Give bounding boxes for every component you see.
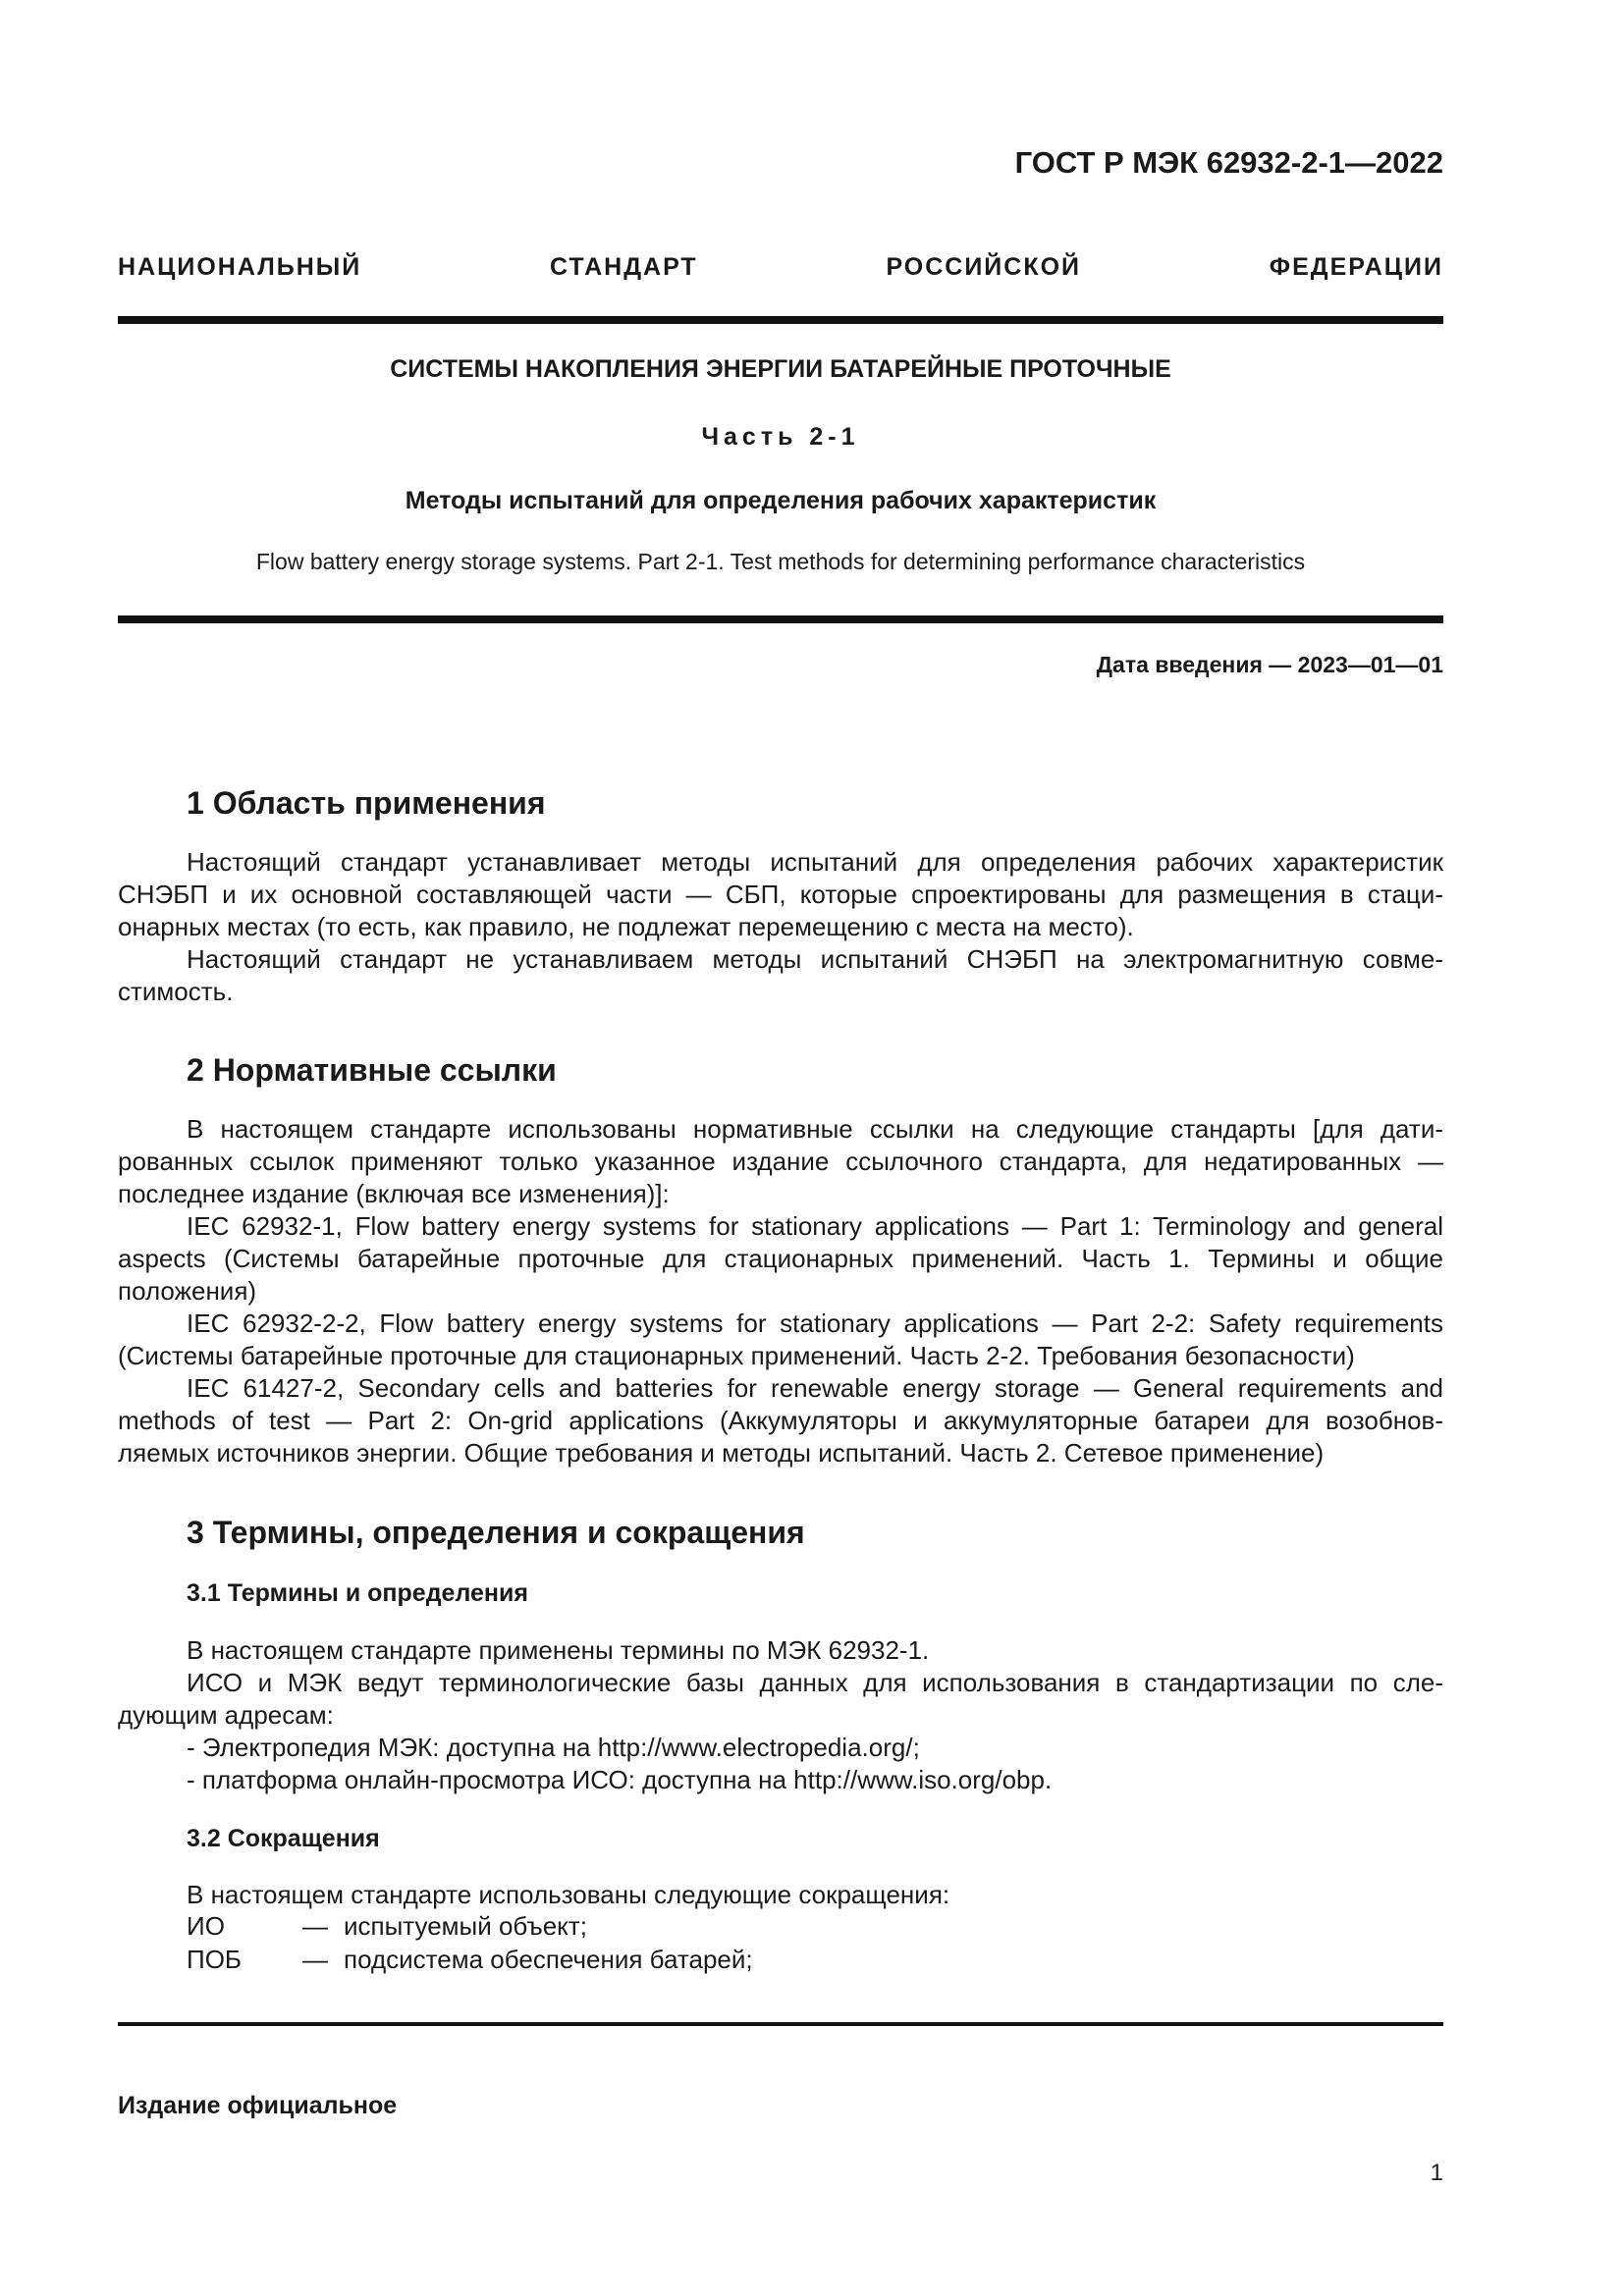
section-1-heading: 1 Область применения (187, 785, 546, 821)
section-3-1-line: дующим адресам: (118, 1700, 334, 1730)
section-1-line: СНЭБП и их основной составляющей части — СБП, которые спроектированы для размещения в стаци- (118, 880, 1443, 909)
standard-title: СИСТЕМЫ НАКОПЛЕНИЯ ЭНЕРГИИ БАТАРЕЙНЫЕ ПРОТОЧНЫЕ (390, 355, 1171, 383)
official-edition-label: Издание официальное (118, 2092, 398, 2119)
section-1-line: стимость. (118, 977, 234, 1006)
section-3-heading: 3 Термины, определения и сокращения (187, 1515, 805, 1550)
section-2-heading: 2 Нормативные ссылки (187, 1052, 557, 1088)
section-3-1-heading: 3.1 Термины и определения (187, 1579, 528, 1607)
abbreviation-term: ПОБ (187, 1945, 242, 1974)
reference-iec-62932-1: aspects (Системы батарейные проточные для стационарных применений. Часть 1. Термины и общие (118, 1244, 1443, 1273)
abbreviation-definition: испытуемый объект; (344, 1911, 587, 1941)
reference-iec-61427-2: ляемых источников энергии. Общие требования и методы испытаний. Часть 2. Сетевое применение) (118, 1438, 1325, 1468)
abbreviation-dash: — (302, 1911, 328, 1941)
section-3-1-line: В настоящем стандарте применены термины по МЭК 62932-1. (187, 1635, 930, 1665)
section-1-line: Настоящий стандарт не устанавливаем методы испытаний СНЭБП на электромагнитную совме- (187, 944, 1443, 974)
national-standard-label: НАЦИОНАЛЬНЫЙ СТАНДАРТ РОССИЙСКОЙ ФЕДЕРАЦИИ (118, 253, 1443, 281)
reference-iec-62932-2-2: (Системы батарейные проточные для стационарных применений. Часть 2-2. Требования безопасности) (118, 1341, 1355, 1370)
reference-iec-61427-2: methods of test — Part 2: On-grid applications (Аккумуляторы и аккумуляторные батареи для возобнов- (118, 1406, 1443, 1435)
part-number: Часть 2-1 (701, 423, 860, 451)
standard-subtitle: Методы испытаний для определения рабочих характеристик (405, 487, 1157, 514)
page-number: 1 (1430, 2160, 1443, 2186)
header-rule-top (118, 316, 1443, 324)
reference-iec-62932-2-2: IEC 62932-2-2, Flow battery energy systems for stationary applications — Part 2-2: Safety requirements (187, 1308, 1443, 1338)
iso-obp-link-line: - платформа онлайн-просмотра ИСО: доступна на http://www.iso.org/obp. (187, 1765, 1053, 1794)
abbreviations-intro: В настоящем стандарте использованы следующие сокращения: (187, 1880, 950, 1909)
reference-iec-62932-1: IEC 62932-1, Flow battery energy systems for stationary applications — Part 1: Terminology and general (187, 1211, 1443, 1241)
section-1-line: Настоящий стандарт устанавливает методы испытаний для определения рабочих характеристик (187, 847, 1443, 877)
english-title: Flow battery energy storage systems. Part 2-1. Test methods for determining performance characteristics (255, 549, 1306, 574)
section-2-line: рованных ссылок применяют только указанное издание ссылочного стандарта, для недатированных — (118, 1147, 1443, 1176)
section-2-line: В настоящем стандарте использованы нормативные ссылки на следующие стандарты [для дати- (187, 1114, 1443, 1144)
document-code: ГОСТ Р МЭК 62932-2-1—2022 (1014, 145, 1443, 180)
header-rule-bottom (118, 615, 1443, 623)
section-3-2-heading: 3.2 Сокращения (187, 1825, 380, 1852)
section-2-line: последнее издание (включая все изменения)]: (118, 1179, 670, 1208)
section-3-1-line: ИСО и МЭК ведут терминологические базы данных для использования в стандартизации по сле- (187, 1668, 1443, 1697)
reference-iec-61427-2: IEC 61427-2, Secondary cells and batteries for renewable energy storage — General requirements and (187, 1373, 1443, 1403)
introduction-date: Дата введения — 2023—01—01 (1096, 652, 1443, 677)
abbreviation-dash: — (302, 1945, 328, 1974)
abbreviation-definition: подсистема обеспечения батарей; (344, 1945, 753, 1974)
footer-rule (118, 2022, 1443, 2026)
abbreviation-term: ИО (187, 1911, 225, 1941)
reference-iec-62932-1: положения) (118, 1276, 257, 1306)
electropedia-link-line: - Электропедия МЭК: доступна на http://www.electropedia.org/; (187, 1733, 920, 1762)
section-1-line: онарных местах (то есть, как правило, не подлежат перемещению с места на место). (118, 912, 1134, 941)
